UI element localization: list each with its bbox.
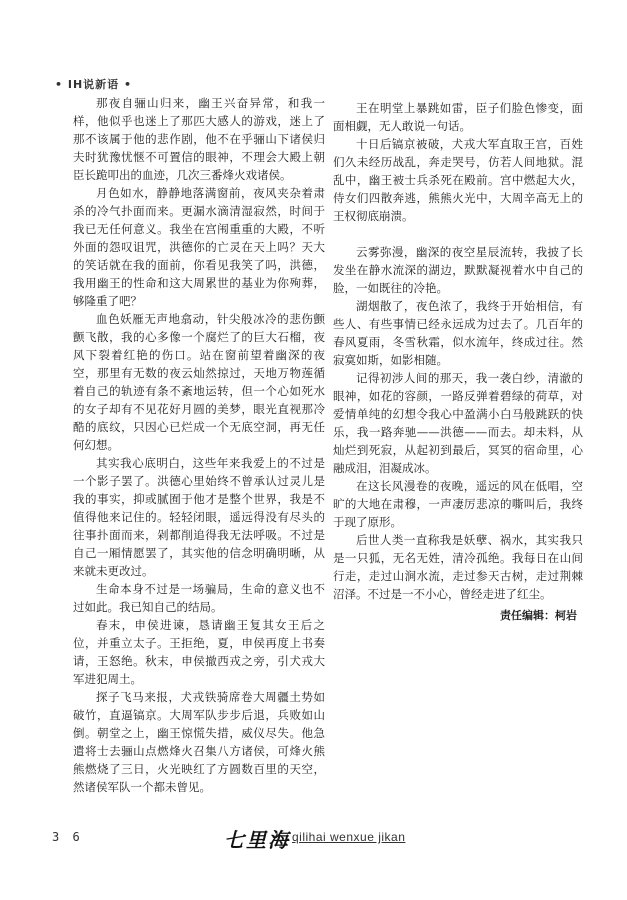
paragraph: 在这长风漫卷的夜晚，遥远的风在低唱，空旷的大地在肃穆，一声凄厉悲凉的嘶叫后，我终于现了原形。 [333, 479, 583, 529]
magazine-subtitle: qilihai wenxue jikan [292, 830, 406, 844]
paragraph: 生命本身不过是一场骗局，生命的意义也不过如此。我已知自己的结局。 [73, 582, 325, 614]
page-footer [0, 826, 627, 856]
paragraph: 记得初涉人间的那天，我一袭白纱，清澈的眼神，如花的容颜，一路反弹着碧绿的荷草，对爱情单纯的幻想令我心中盈满小白马般跳跃的快乐，我一路奔驰——洪德——而去。却未料，从灿烂到死寂，从起初到最后，冥冥的宿命里，心融成泪，泪凝成冰。 [333, 371, 583, 475]
page-number: 3 6 [52, 830, 83, 844]
paragraph: 其实我心底明白，这些年来我爱上的不过是一个影子罢了。洪德心里始终不曾承认过灵儿是我的事实，抑或腻囿于他才是整个世界，我是不值得他来记住的。轻轻闭眼，遥远得没有尽头的往事扑面而来，剁都削追得我无法呼吸。不过是自己一厢情愿罢了，其实他的信念明确明晰，从来就未更改过。 [73, 456, 325, 578]
right-column [333, 99, 583, 625]
paragraph: 十日后镐京被破，犬戎大军直取王宫，百姓们久未经历战乱，奔走哭号，仿若人间地狱。混乱中，幽王被士兵杀死在殿前。宫中燃起大火，侍女们四散奔逃，熊熊火光中，大周辛高无上的王权彻底崩溃。 [333, 137, 583, 223]
paragraph: 春末，申侯进谏，恳请幽王复其女王后之位，并重立太子。王拒绝，夏，申侯再度上书奏请，王怒绝。秋末，申侯撤西戎之旁，引犬戎大军进犯周土。 [73, 618, 325, 686]
paragraph: 探子飞马来报，犬戎铁骑席卷大周疆土势如破竹，直逼镐京。大周军队步步后退，兵败如山倒。朝堂之上，幽王惊慌失措，威仪尽失。他急遣将士去骊山点燃烽火召集八方诸侯，可烽火熊熊燃烧了三日，火光映红了方圆数百里的天空，然诸侯军队一个都未曾见。 [73, 690, 325, 794]
section-header: • IH说新语 • [55, 78, 133, 91]
editor-credit: 责任编辑：柯岩 [500, 609, 577, 622]
paragraph: 月色如水，静静地落满窗前，夜风夹杂着肃杀的冷气扑面而来。更漏水滴清湿寂然，时间于我已无任何意义。我坐在宫闱重重的大殿，不听外面的怨叹诅咒，洪德你的亡灵在天上吗？天大的笑话就在我的面前，你看见我笑了吗，洪德，我用幽王的性命和这大周累世的基业为你殉葬，够隆重了吧？ [73, 186, 325, 308]
paragraph: 云雾弥漫，幽深的夜空星辰流转，我披了长发坐在静水流深的湖边，默默凝视着水中自己的脸，一如既往的冷艳。 [333, 245, 583, 295]
paragraph: 王在明堂上暴跳如雷，臣子们脸色惨变，面面相觑，无人敢说一句话。 [333, 101, 583, 133]
paragraph: 血色妖雁无声地翕动，针尖般冰冷的悲伤颤颤飞散，我的心多像一个腐烂了的巨大石榴，夜风下裂着红艳的伤口。站在窗前望着幽深的夜空，那里有无数的夜云灿然掠过，天地万物莲循着自己的轨迹有条不紊地运转，但一个心如死水的女子却有不见花好月圆的美梦，眼光直视那冷酷的底纹，只因心已烂成一个无底空洞，再无任何幻想。 [73, 312, 325, 452]
paragraph: 后世人类一直称我是妖孽、祸水，其实我只是一只狐，无名无姓，清冷孤绝。我每日在山间行走，走过山涧水流，走过参天古树，走过荆棘沼泽。不过是一不小心，曾经走进了红尘。 [333, 533, 583, 601]
magazine-logo: 七里海 [224, 828, 290, 852]
left-column [73, 94, 325, 796]
paragraph: 湖烟散了，夜色浓了，我终于开始相信，有些人、有些事情已经永远成为过去了。几百年的春风夏雨，冬雪秋霜，似水流年，终成过往。然寂寞如斯，如影相随。 [333, 299, 583, 367]
paragraph: 那夜自骊山归来，幽王兴奋异常，和我一样，他似乎也迷上了那匹大感人的游戏，迷上了那不该属于他的悲作剧，他不在乎骊山下诸侯归夫时犹豫忧惬不可置信的眼神，不理会大殿上朝臣长跪叩出的血迹，几次三番烽火戏诸侯。 [73, 96, 325, 182]
